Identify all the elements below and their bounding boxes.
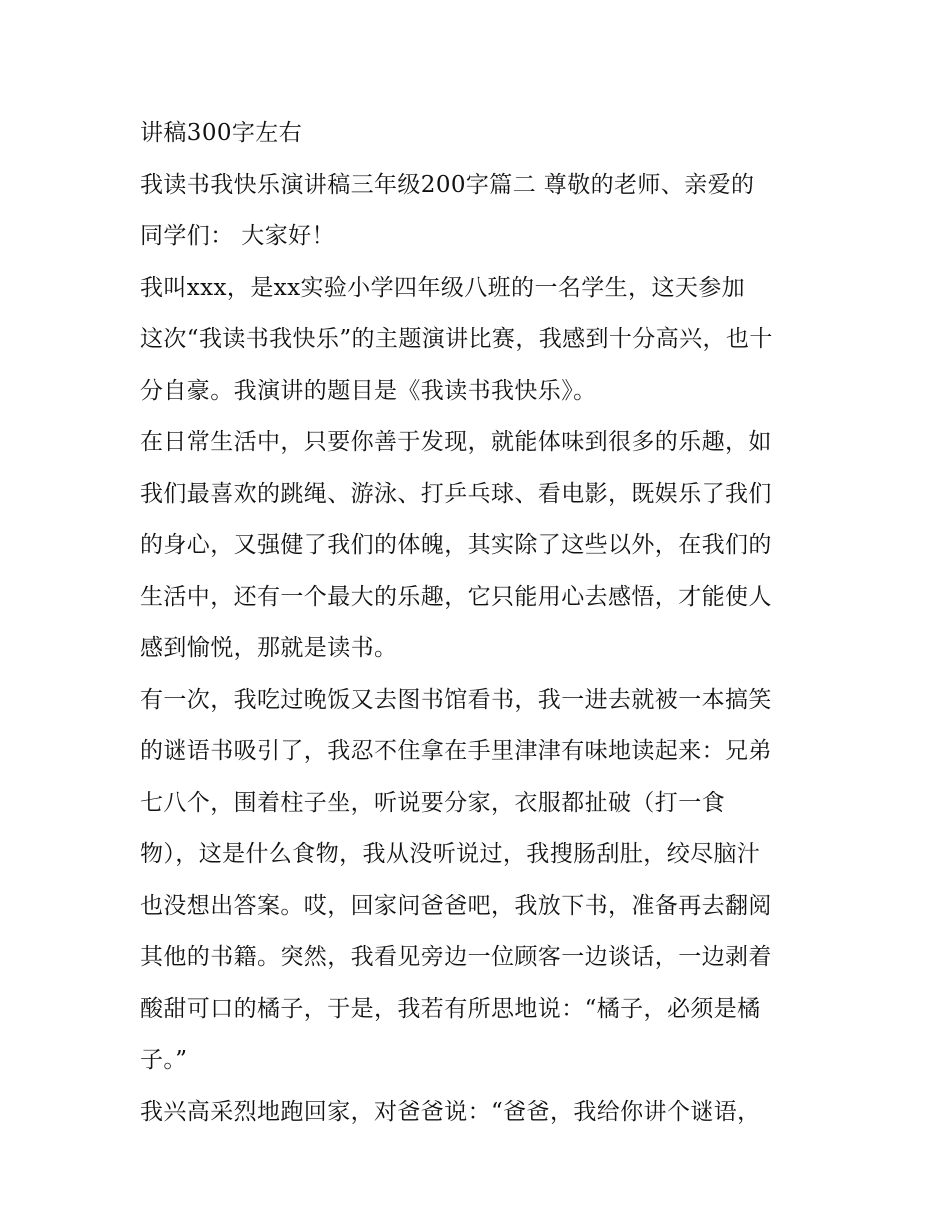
text-line: 讲稿300字左右: [140, 120, 303, 146]
text-line: 我兴高采烈地跑回家，对爸爸说：“爸爸，我给你讲个谜语，: [140, 1098, 761, 1125]
text-line: 其他的书籍。突然，我看见旁边一位顾客一边谈话，一边剥着: [140, 944, 772, 970]
text-line: 这次“我读书我快乐”的主题演讲比赛，我感到十分高兴，也十: [140, 326, 773, 352]
text-line: 同学们： 大家好！: [140, 223, 335, 249]
text-line: 生活中，还有一个最大的乐趣，它只能用心去感悟，才能使人: [140, 583, 772, 610]
text-line: 我们最喜欢的跳绳、游泳、打乒乓球、看电影，既娱乐了我们: [140, 480, 772, 507]
text-line: 七八个，围着柱子坐，听说要分家，衣服都扯破（打一食: [140, 789, 725, 816]
text-line: 在日常生活中，只要你善于发现，就能体味到很多的乐趣，如: [140, 429, 772, 455]
text-line: 的身心，又强健了我们的体魄，其实除了这些以外，在我们的: [140, 532, 772, 558]
text-line: 分自豪。我演讲的题目是《我读书我快乐》。: [140, 377, 597, 404]
text-line: 也没想出答案。哎，回家问爸爸吧，我放下书，准备再去翻阅: [140, 892, 772, 919]
text-line: 我叫xxx，是xx实验小学四年级八班的一名学生，这天参加: [140, 274, 746, 301]
document-body: [140, 108, 820, 1138]
text-line: 有一次，我吃过晚饭又去图书馆看书，我一进去就被一本搞笑: [140, 686, 772, 713]
text-line: 子。”: [140, 1047, 188, 1073]
text-line: 物），这是什么食物，我从没听说过，我搜肠刮肚，绞尽脑汁: [140, 841, 761, 867]
text-line: 的谜语书吸引了，我忍不住拿在手里津津有味地读起来：兄弟: [140, 738, 772, 764]
text-line: 感到愉悦，那就是读书。: [140, 635, 398, 661]
text-line: 酸甜可口的橘子，于是，我若有所思地说：“橘子，必须是橘: [140, 995, 761, 1022]
text-line: 我读书我快乐演讲稿三年级200字篇二 尊敬的老师、亲爱的: [140, 171, 755, 198]
